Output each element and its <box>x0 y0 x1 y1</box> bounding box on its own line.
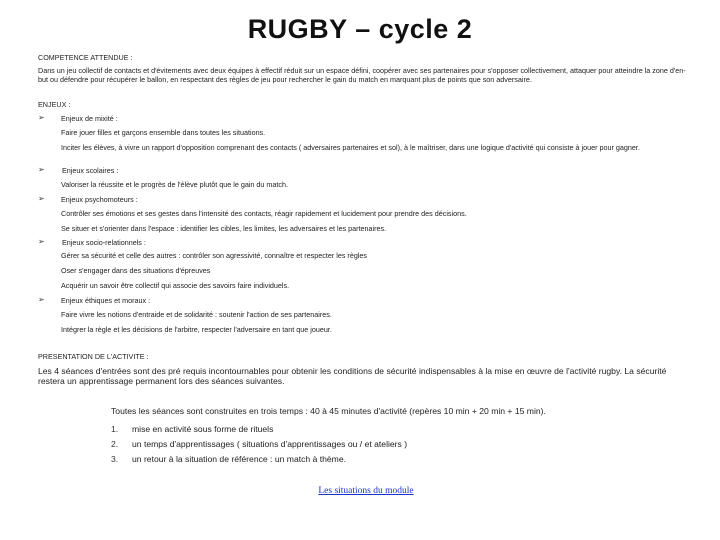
mixite-title: Enjeux de mixité : <box>61 114 118 123</box>
arrow-bullet-icon: ➢ <box>38 237 45 246</box>
list-item <box>111 424 273 434</box>
list-number: 2. <box>111 439 119 449</box>
presentation-heading: PRESENTATION DE L'ACTIVITE : <box>38 352 149 361</box>
ethiques-line-2: Intégrer la règle et les décisions de l'arbitre, respecter l'adversaire en tant que joueur. <box>61 325 332 334</box>
competence-heading: COMPETENCE ATTENDUE : <box>38 53 133 62</box>
list-text: un temps d'apprentissages ( situations d'apprentissages ou / et ateliers ) <box>132 439 408 449</box>
enjeux-heading: ENJEUX : <box>38 100 71 109</box>
ethiques-line-1: Faire vivre les notions d'entraide et de solidarité : soutenir l'action de ses partenaires. <box>61 310 332 319</box>
page-title: RUGBY – cycle 2 <box>247 14 473 44</box>
list-number: 1. <box>111 424 119 434</box>
socio-line-2: Oser s'engager dans des situations d'épreuves <box>61 266 211 275</box>
list-item <box>111 454 346 464</box>
list-item <box>111 439 407 449</box>
list-number: 3. <box>111 454 119 464</box>
psycho-line-2: Se situer et s'orienter dans l'espace : identifier les cibles, les limites, les adversaires et les partenaires. <box>61 224 387 233</box>
psycho-title: Enjeux psychomoteurs : <box>61 195 138 204</box>
competence-text: Dans un jeu collectif de contacts et d'évitements avec deux équipes à effectif réduit sur un espace défini, coopérer avec ses partenaires pour s'opposer collectivement, attaquer pour atteindre la zone d'en-but ou défendre pour récupérer le ballon, en respectant des règles de jeu pour rechercher le gain du match en marquant plus de points que son adversaire. <box>38 66 686 84</box>
mixite-line-2: Inciter les élèves, à vivre un rapport d'opposition comprenant des contacts ( adversaires partenaires et sol), à le maîtriser, dans une logique d'activité qui consiste à jouer pour gagner. <box>61 143 640 152</box>
arrow-bullet-icon: ➢ <box>38 113 45 122</box>
socio-line-1: Gérer sa sécurité et celle des autres : contrôler son agressivité, connaître et respecter les règles <box>61 251 368 260</box>
scolaires-title: Enjeux scolaires : <box>62 166 119 175</box>
mixite-line-1: Faire jouer filles et garçons ensemble dans toutes les situations. <box>61 128 266 137</box>
socio-title: Enjeux socio-relationnels : <box>62 238 146 247</box>
module-situations-link[interactable]: Les situations du module <box>318 486 414 496</box>
socio-line-3: Acquérir un savoir être collectif qui associe des savoirs faire individuels. <box>61 281 290 290</box>
seances-intro: Toutes les séances sont construites en trois temps : 40 à 45 minutes d'activité (repères 10 min + 20 min + 15 min). <box>111 406 546 416</box>
arrow-bullet-icon: ➢ <box>38 165 45 174</box>
ethiques-title: Enjeux éthiques et moraux : <box>61 296 151 305</box>
list-text: mise en activité sous forme de rituels <box>132 424 274 434</box>
presentation-text: Les 4 séances d'entrées sont des pré requis incontournables pour obtenir les conditions de sécurité indispensables à la mise en œuvre de l'activité rugby. La sécurité restera un apprentissage permanent lors des séances suivantes. <box>38 366 667 386</box>
arrow-bullet-icon: ➢ <box>38 295 45 304</box>
scolaires-line-1: Valoriser la réussite et le progrès de l'élève plutôt que le gain du match. <box>61 180 288 189</box>
list-text: un retour à la situation de référence : un match à thème. <box>132 454 347 464</box>
arrow-bullet-icon: ➢ <box>38 194 45 203</box>
psycho-line-1: Contrôler ses émotions et ses gestes dans l'intensité des contacts, réagir rapidement et lucidement pour prendre des décisions. <box>61 209 467 218</box>
